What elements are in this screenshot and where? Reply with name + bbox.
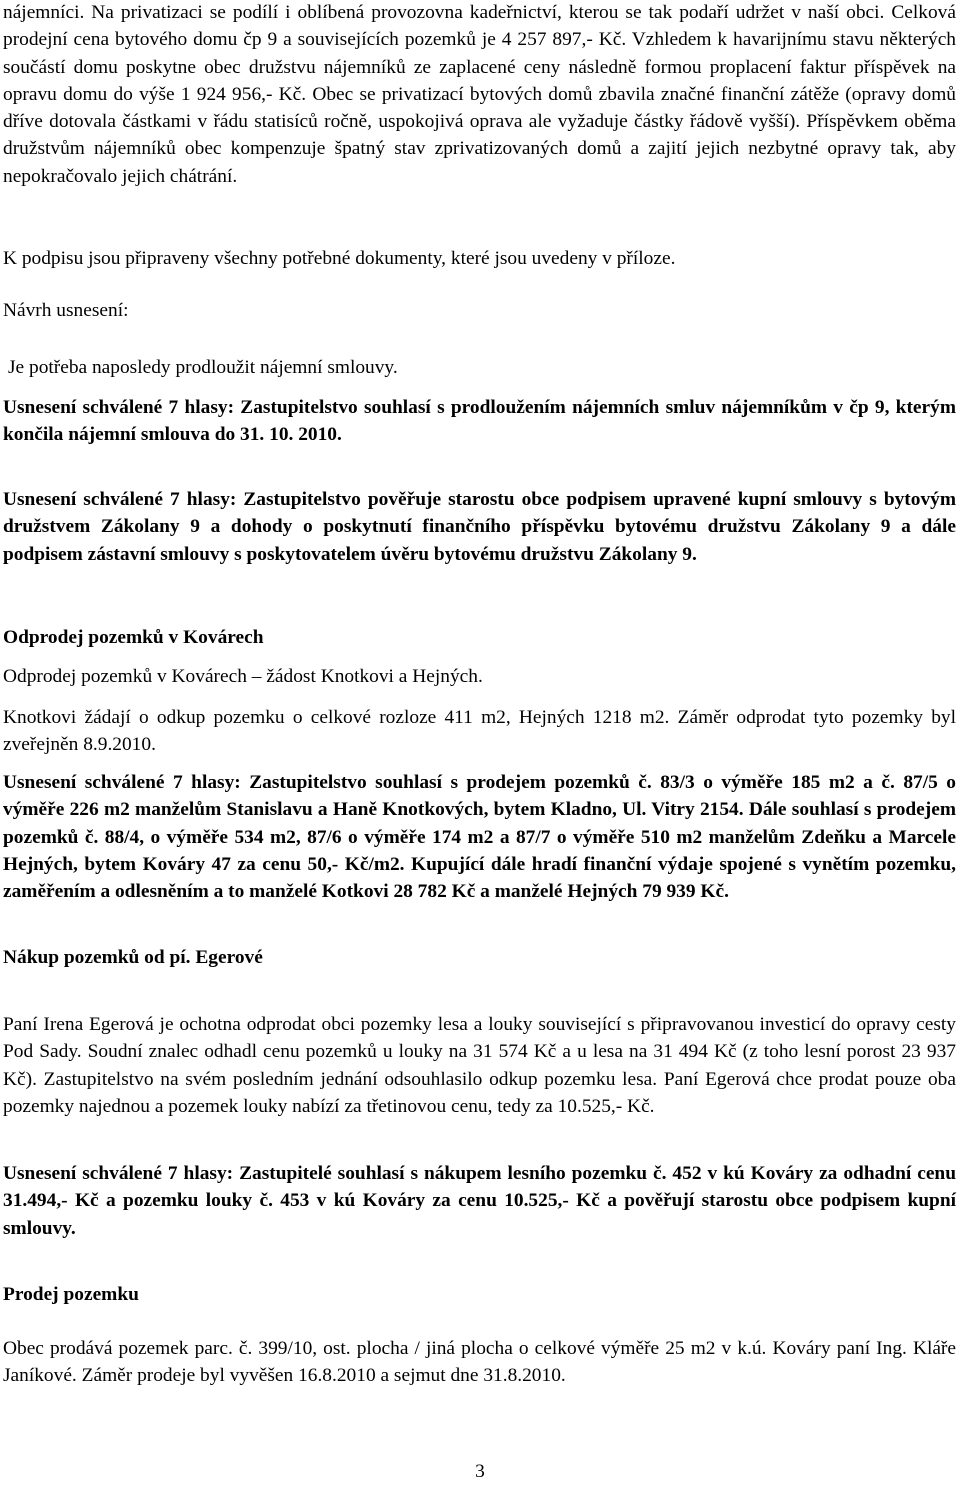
section-heading-land-sale-kovary: Odprodej pozemků v Kovárech bbox=[3, 627, 264, 648]
resolution-purchase-contract: Usnesení schválené 7 hlasy: Zastupitelstvo pověřuje starostu obce podpisem upravené kupní smlouvy s bytovým družstvem Zákolany 9 a dohody o poskytnutí finančního příspěvku bytovému družstvu Zákolany 9 a dále podpisem zástavní smlouvy s poskytovatelem úvěru bytovému družstvu Zákolany 9. bbox=[3, 489, 956, 565]
land-sale-janikova: Obec prodává pozemek parc. č. 399/10, ost. plocha / jiná plocha o celkové výměře 25 m2 v k.ú. Kováry paní Ing. Kláře Janíkové. Záměr prodeje byl vyvěšen 16.8.2010 a sejmut dne 31.8.2010. bbox=[3, 1338, 956, 1387]
documents-ready-paragraph: K podpisu jsou připraveny všechny potřebné dokumenty, které jsou uvedeny v příloze. bbox=[3, 248, 676, 269]
page-number: 3 bbox=[475, 1461, 485, 1482]
section-heading-land-purchase-egerova: Nákup pozemků od pí. Egerové bbox=[3, 947, 263, 968]
resolution-land-purchase: Usnesení schválené 7 hlasy: Zastupitelé souhlasí s nákupem lesního pozemku č. 452 v kú Kováry za odhadní cenu 31.494,- Kč a pozemku louky č. 453 v kú Kováry za cenu 10.525,- Kč a pověřují starostu obce podpisem kupní smlouvy. bbox=[3, 1163, 956, 1239]
privatization-paragraph: nájemníci. Na privatizaci se podílí i oblíbená provozovna kadeřnictví, kterou se tak podaří udržet v naší obci. Celková prodejní cena bytového domu čp 9 a souvisejících pozemků je 4 257 897,- Kč. Vzhledem k havarijnímu stavu některých součástí domu poskytne obec družstvu nájemníků ze zaplacené ceny následně formou proplacení faktur příspěvek na opravu domu do výše 1 924 956,- Kč. Obec se privatizací bytových domů zbavila značné finanční zátěže (opravy domů dříve dotovala částkami v řádu statisíců ročně, uspokojivá oprava ale vyžaduje částky řádově vyšší). Příspěvkem oběma družstvům nájemníků obec kompenzuje špatný stav zprivatizovaných domů a zajití jejich nezbytné opravy tak, aby nepokračovalo jejich chátrání. bbox=[3, 2, 956, 187]
section-heading-land-sale: Prodej pozemku bbox=[3, 1284, 139, 1305]
resolution-lease-extension: Usnesení schválené 7 hlasy: Zastupitelstvo souhlasí s prodloužením nájemních smluv nájemníkům v čp 9, kterým končila nájemní smlouva do 31. 10. 2010. bbox=[3, 397, 956, 446]
land-sale-details: Knotkovi žádají o odkup pozemku o celkové rozloze 411 m2, Hejných 1218 m2. Záměr odprodat tyto pozemky byl zveřejněn 8.9.2010. bbox=[3, 707, 956, 756]
lease-extension-note: Je potřeba naposledy prodloužit nájemní smlouvy. bbox=[8, 357, 398, 378]
land-purchase-details: Paní Irena Egerová je ochotna odprodat obci pozemky lesa a louky související s připravovanou investicí do opravy cesty Pod Sady. Soudní znalec odhadl cenu pozemků u louky na 31 574 Kč a u lesa na 31 494 Kč (z toho lesní porost 23 937 Kč). Zastupitelstvo na svém posledním jednání odsouhlasilo odkup pozemku lesa. Paní Egerová chce prodat pouze oba pozemky najednou a pozemek louky nabízí za třetinovou cenu, tedy za 10.525,- Kč. bbox=[3, 1014, 956, 1117]
resolution-land-sale: Usnesení schválené 7 hlasy: Zastupitelstvo souhlasí s prodejem pozemků č. 83/3 o výměře 185 m2 a č. 87/5 o výměře 226 m2 manželům Stanislavu a Haně Knotkových, bytem Kladno, Ul. Vitry 2154. Dále souhlasí s prodejem pozemků č. 88/4, o výměře 534 m2, 87/6 o výměře 174 m2 a 87/7 o výměře 510 m2 manželům Zdeňku a Marcele Hejných, bytem Kováry 47 za cenu 50,- Kč/m2. Kupující dále hradí finanční výdaje spojené s vynětím pozemku, zaměřením a odlesněním a to manželé Kotkovi 28 782 Kč a manželé Hejných 79 939 Kč. bbox=[3, 772, 956, 903]
draft-resolution-heading: Návrh usnesení: bbox=[3, 300, 129, 321]
land-sale-request: Odprodej pozemků v Kovárech – žádost Knotkovi a Hejných. bbox=[3, 666, 483, 687]
